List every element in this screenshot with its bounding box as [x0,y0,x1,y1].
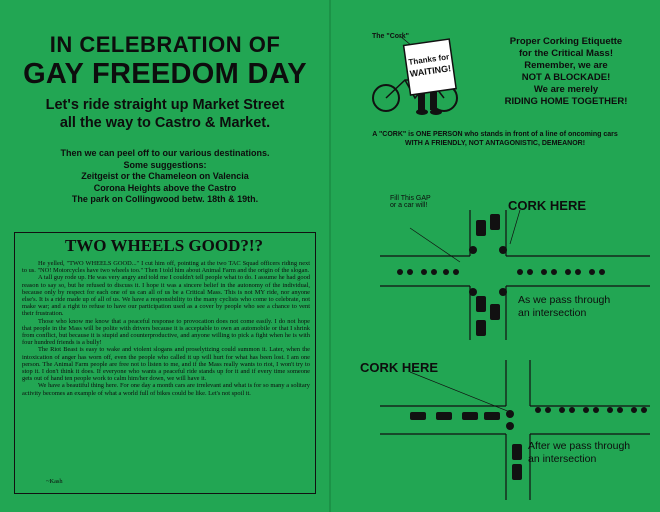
cork-definition [340,130,650,148]
intersection-diagram-1 [380,210,650,340]
suggestion-item: Some suggestions: [123,159,207,170]
gap-label [390,195,431,209]
article-signature: ~Kash [46,478,63,485]
cork-here-label-2: CORK HERE [360,360,439,375]
caption-1-line2: an intersection [518,307,587,319]
gap-label-line1: Fill This GAP [390,195,431,202]
suggestion-item: Then we can peel off to our various destinations. [60,148,270,158]
headline-line1: IN CELEBRATION OF [49,32,281,57]
caption-1-line1: As we pass through [518,294,611,306]
etiquette-line: We are merely [533,84,599,95]
etiquette-line: Proper Corking Etiquette [509,36,623,47]
subtitle-line2: all the way to Castro & Market. [59,115,271,131]
suggestion-item: The park on Collingwood betw. 18th & 19th. [71,194,259,204]
cork-label: The "Cork" [372,33,409,40]
sign-text-line2: WAITING! [409,63,452,79]
fold-line [329,0,331,512]
caption-2-line1: After we pass through [528,440,631,452]
article-body [22,260,310,397]
headline-line2: GAY FREEDOM DAY [23,58,307,90]
etiquette-line: Remember, we are [524,60,608,71]
cork-definition-line2: WITH A FRIENDLY, NOT ANTAGONISTIC, DEMEANOR! [404,140,586,147]
subtitle [10,96,320,132]
article-title: TWO WHEELS GOOD?!? [64,236,264,255]
etiquette-line: for the Critical Mass! [519,48,613,59]
caption-1 [518,294,610,320]
sign-text-line1: Thanks for [407,52,450,67]
article-paragraph: A tall guy rode up. He was very angry and told me I couldn't tell people what to do. I assume he had good reason to say so, but he refused to discuss it. I hope it was a sincere belief in the autonomy of the individual, because only by respect for each one of us can all of us be a Critical Mass. This is not MY ride, nor anyone else's. It is a ride made up of all of us. We have a responsibility to the many cyclists who come to celebrate, not make war; and a right to refuse to have our participation used as a cover by people who see a chance to vent their frustration. [22,274,310,318]
subtitle-line1: Let's ride straight up Market Street [45,97,285,113]
caption-2-line2: an intersection [528,453,597,465]
article-paragraph: Those who know me know that a peaceful response to provocation does not come easily. I do not hope that people in the Mass will be polite with drivers because it is acceptable to own an automobile or that I shrink from conflict, but because it is stupid and counterproductive, and anyone willing to pick a fight when he is with four hundred friends is a bully! [22,317,310,347]
cork-here-label-1: CORK HERE [508,198,587,213]
article-paragraph: We have a beautiful thing here. For one day a month cars are irrelevant and what is for so many a solitary activity becomes an example of what a world full of bikes could be like. Let's not spoil it. [22,382,310,397]
gap-label-line2: or a car will! [390,202,428,209]
cork-definition-line1: A "CORK" is ONE PERSON who stands in front of a line of oncoming cars [372,131,618,138]
etiquette-line: NOT A BLOCKADE! [521,72,611,83]
article-paragraph: He yelled, "TWO WHEELS GOOD..." I cut him off, pointing at the two TAC Squad officers riding next to us. "NO! Motorcycles have two wheels too." Then I told him about Animal Farm and the origin of the slogan. [22,260,310,275]
suggestions-list [10,148,320,206]
article-paragraph: The Riot Beast is easy to wake and violent slogans and proselytizing could summon it. Later, when the intoxication of anger has worn off, even the people who called it up will hurt for what has been lost. I am one person. The Animal Farm people are free not to listen to me, and if the Mass really wants to riot, I won't try to stop it. I don't think it does. If everyone who wants a peaceful ride stands up for it and if every time someone gets out of hand ten people work to calm him/her down, we will have it. [22,346,310,383]
cork-illustration [360,28,470,128]
intersection-diagram-2 [380,360,650,500]
etiquette-block [478,36,654,108]
caption-2 [528,440,630,466]
suggestion-item: Corona Heights above the Castro [93,182,237,193]
suggestion-item: Zeitgeist or the Chameleon on Valencia [81,171,249,181]
etiquette-line: RIDING HOME TOGETHER! [504,96,628,107]
